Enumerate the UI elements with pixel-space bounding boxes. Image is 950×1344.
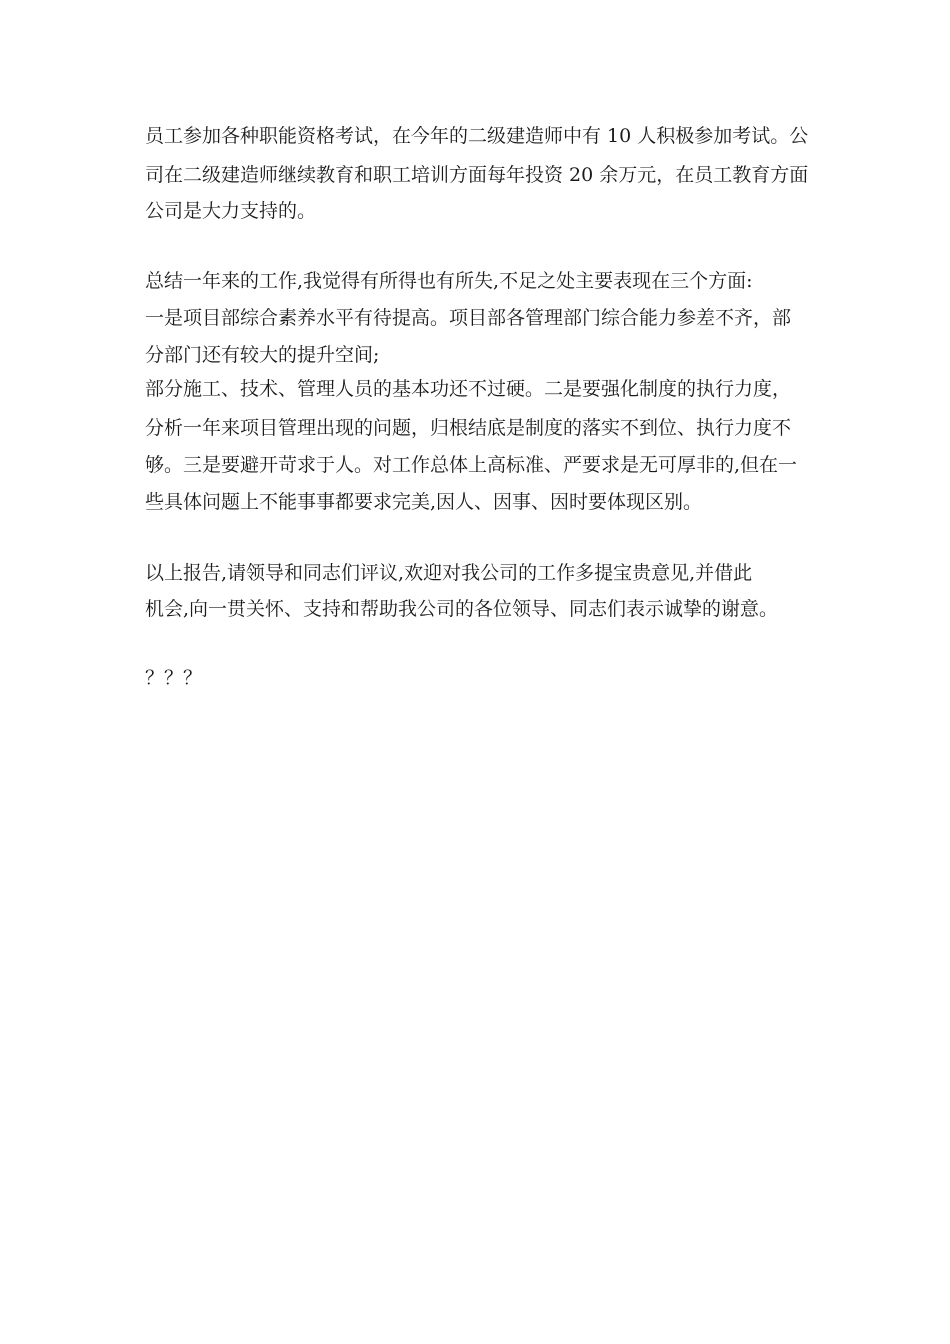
paragraph-3-line-4: 些具体问题上不能事事都要求完美,因人、因事、因时要体现区别。 xyxy=(145,491,703,513)
paragraph-3-line-2: 分析一年来项目管理出现的问题，归根结底是制度的落实不到位、执行力度不 xyxy=(145,417,792,439)
paragraph-2-line-2: 一是项目部综合素养水平有待提高。项目部各管理部门综合能力参差不齐，部 xyxy=(145,307,792,329)
paragraph-3-line-1: 部分施工、技术、管理人员的基本功还不过硬。二是要强化制度的执行力度， xyxy=(145,378,792,400)
paragraph-2-line-3: 分部门还有较大的提升空间; xyxy=(145,344,380,366)
paragraph-4-line-1: 以上报告,请领导和同志们评议,欢迎对我公司的工作多提宝贵意见,并借此 xyxy=(145,562,753,584)
paragraph-3-line-3: 够。三是要避开苛求于人。对工作总体上高标准、严要求是无可厚非的,但在一 xyxy=(145,454,798,476)
closing-marks: ？？？ xyxy=(145,667,203,689)
paragraph-4-line-2: 机会,向一贯关怀、支持和帮助我公司的各位领导、同志们表示诚挚的谢意。 xyxy=(145,598,779,620)
paragraph-1-line-3: 公司是大力支持的。 xyxy=(145,200,317,222)
paragraph-2-line-1: 总结一年来的工作,我觉得有所得也有所失,不足之处主要表现在三个方面: xyxy=(145,270,753,292)
paragraph-1-line-1: 员工参加各种职能资格考试，在今年的二级建造师中有 10 人积极参加考试。公 xyxy=(145,125,809,147)
paragraph-1-line-2: 司在二级建造师继续教育和职工培训方面每年投资 20 余万元，在员工教育方面 xyxy=(145,164,809,186)
